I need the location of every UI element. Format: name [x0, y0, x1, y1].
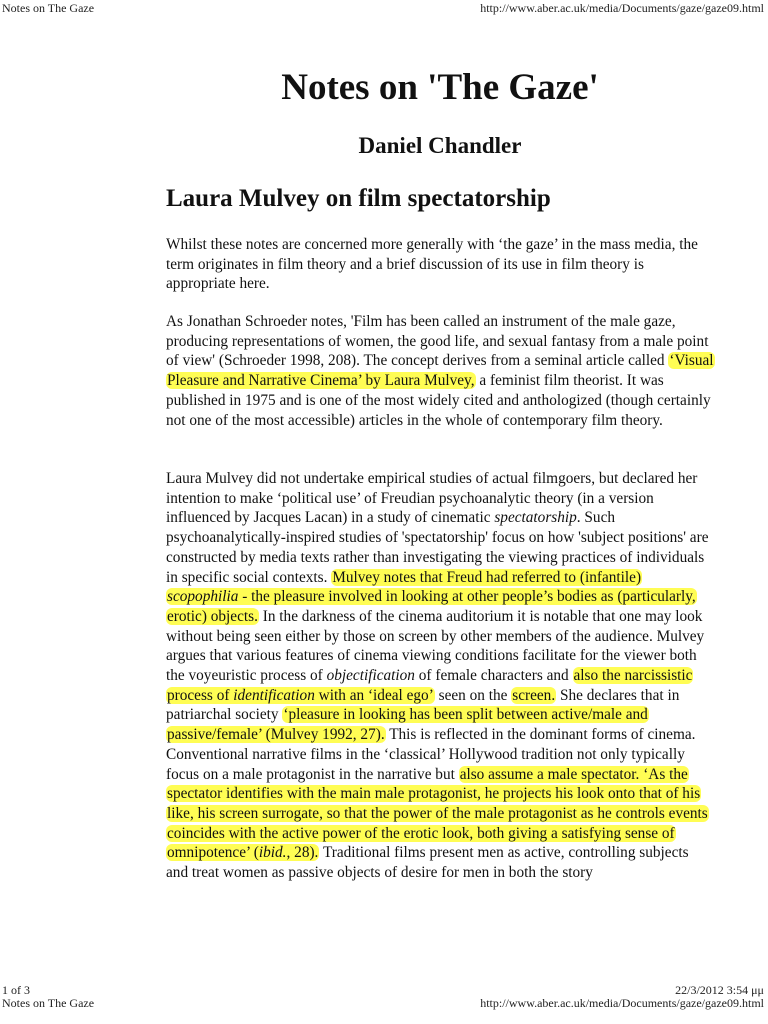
header-url[interactable]: http://www.aber.ac.uk/media/Documents/gaze/gaze09.html: [480, 1, 764, 15]
p3-text-e: seen on the: [434, 686, 512, 704]
hl1-text-a: Mulvey notes that Freud had referred to (infantile): [332, 568, 642, 586]
paragraph-1: Whilst these notes are concerned more generally with ‘the gaze’ in the mass media, the term originates in film theory and a brief discussion of its use in film theory is appropriate here.: [166, 236, 698, 293]
p3-text-d: of female characters and: [414, 667, 573, 685]
highlight-pleasure-in-looking: ‘pleasure in looking has been split between active/male and passive/female’ (Mulvey 1992, 27).: [167, 706, 648, 744]
p3-italic-objectification: objectification: [326, 667, 415, 685]
document-title: Notes on 'The Gaze': [281, 67, 599, 108]
paragraph-2-text-a: As Jonathan Schroeder notes, 'Film has been called an instrument of the male gaze, producing representations of women, the good life, and sexual fantasy from a male point of view' (Schroeder 1998, 208). The concept derives from a seminal article called: [166, 313, 709, 370]
hl2-text-a: also the narcissistic process of: [167, 667, 693, 704]
hl2-italic-identification: identification: [233, 686, 315, 704]
hl1-text-b: - the pleasure involved in looking at other people’s bodies as (particularly, erotic) objects.: [167, 588, 696, 625]
footer-url[interactable]: http://www.aber.ac.uk/media/Documents/gaze/gaze09.html: [480, 996, 764, 1010]
p3-italic-spectatorship: spectatorship: [494, 509, 577, 527]
header-page-title: Notes on The Gaze: [2, 1, 95, 15]
hl2-text-b: with an ‘ideal ego’: [314, 686, 434, 704]
hl5-italic-ibid: ibid.: [258, 844, 287, 862]
hl1-italic-scopophilia: scopophilia: [167, 588, 239, 606]
p3-text-a: Laura Mulvey did not undertake empirical studies of actual filmgoers, but declared her intention to make ‘political use’ of Freudian psychoanalytic theory (in a version influenced by Jacques Lacan) in a study of cinematic: [166, 470, 698, 527]
highlight-visual-pleasure: ‘Visual Pleasure and Narrative Cinema’ by Laura Mulvey,: [167, 352, 714, 390]
p3-text-g: This is reflected in the dominant forms of cinema. Conventional narrative films in the ‘classical’ Hollywood tradition not only typically focus on a male protagonist in the narrative but: [166, 726, 696, 783]
p3-text-c: In the darkness of the cinema auditorium it is notable that one may look without being seen either by those on screen by other members of the audience. Mulvey argues that various features of cinema viewing conditions facilitate for the viewer both the voyeuristic process of: [166, 607, 705, 685]
p3-text-f: She declares that in patriarchal society: [166, 686, 680, 724]
footer-page-count: 1 of 3: [2, 983, 30, 997]
hl5-text-c: , 28).: [286, 844, 319, 862]
section-heading: Laura Mulvey on film spectatorship: [166, 185, 551, 212]
highlight-screen: screen.: [512, 686, 556, 704]
paragraph-3: [166, 469, 714, 883]
hl5-text-b: ‘As the spectator identifies with the main male protagonist, he projects his look onto that of his like, his screen surrogate, so that the power of the male protagonist as he controls events coincides with the active power of the erotic look, both giving a satisfying sense of omnipotence’ (: [167, 765, 708, 862]
hl5-text-a: also assume a male spectator.: [459, 765, 640, 783]
paragraph-2: [166, 312, 714, 430]
p3-text-b: . Such psychoanalytically-inspired studies of 'spectatorship' focus on how 'subject positions' are constructed by media texts rather than investigating the viewing practices of individuals in specific social contexts.: [166, 509, 709, 586]
footer-page-title: Notes on The Gaze: [2, 996, 95, 1010]
document-author: Daniel Chandler: [358, 133, 522, 158]
p3-text-h: Traditional films present men as active, controlling subjects and treat women as passive objects of desire for men in both the story: [166, 844, 689, 882]
footer-datetime: 22/3/2012 3:54 μμ: [675, 983, 764, 997]
paragraph-2-text-b: a feminist film theorist. It was published in 1975 and is one of the most widely cited and anthologized (though certainly not one of the most accessible) articles in the whole of contemporary film theory.: [166, 372, 711, 429]
